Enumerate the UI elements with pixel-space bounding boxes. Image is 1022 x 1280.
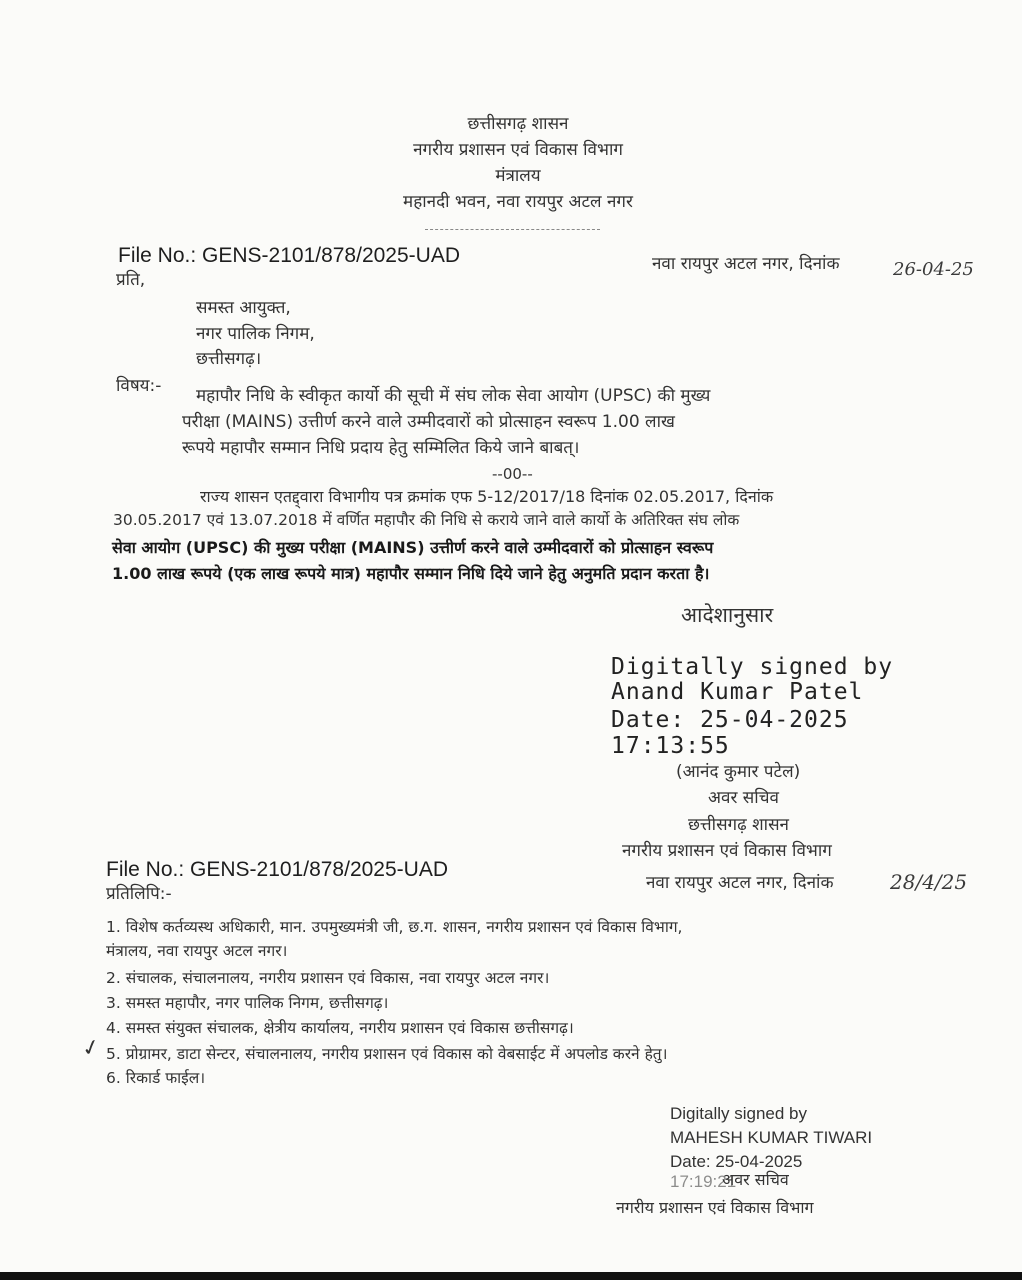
copy-item-1: 1. विशेष कर्तव्यस्थ अधिकारी, मान. उपमुख्यमंत्री जी, छ.ग. शासन, नगरीय प्रशासन एवं विकास विभाग, [106, 918, 683, 936]
signature-1-line-4: 17:13:55 [611, 733, 730, 759]
prati-label: प्रति, [116, 270, 146, 290]
signatory-2-department: नगरीय प्रशासन एवं विकास विभाग [616, 1198, 814, 1217]
place-date-1: नवा रायपुर अटल नगर, दिनांक [652, 254, 840, 274]
checkmark-icon: ✓ [79, 1034, 104, 1063]
header-ministry: मंत्रालय [495, 166, 541, 186]
signature-2-line-2: MAHESH KUMAR TIWARI [670, 1128, 873, 1147]
subject-line-3: रूपये महापौर सम्मान निधि प्रदाय हेतु सम्मिलित किये जाने बाबत्। [182, 438, 580, 458]
separator: --00-- [492, 465, 533, 483]
handwritten-date-1: 26-04-25 [893, 259, 974, 280]
file-number-1: File No.: GENS-2101/878/2025-UAD [118, 244, 460, 267]
signature-2-line-1: Digitally signed by [670, 1104, 808, 1123]
header-department: नगरीय प्रशासन एवं विकास विभाग [413, 140, 623, 160]
signature-2-line-4: 17:19:21 [670, 1172, 737, 1191]
file-number-2: File No.: GENS-2101/878/2025-UAD [106, 858, 448, 881]
recipient-line-3: छत्तीसगढ़। [196, 349, 262, 369]
copy-item-1-continued: मंत्रालय, नवा रायपुर अटल नगर। [106, 942, 288, 960]
place-date-2: नवा रायपुर अटल नगर, दिनांक [646, 873, 834, 893]
signatory-1-name: (आनंद कुमार पटेल) [676, 762, 801, 782]
signature-1-line-2: Anand Kumar Patel [611, 679, 864, 705]
signatory-1-designation: अवर सचिव [708, 788, 779, 808]
copy-item-4: 4. समस्त संयुक्त संचालक, क्षेत्रीय कार्यालय, नगरीय प्रशासन एवं विकास छत्तीसगढ़। [106, 1019, 574, 1037]
subject-label: विषय:- [116, 376, 162, 396]
handwritten-date-2: 28/4/25 [890, 870, 968, 894]
body-line-4: 1.00 लाख रूपये (एक लाख रूपये मात्र) महापौर सम्मान निधि दिये जाने हेतु अनुमति प्रदान करता है। [112, 564, 710, 583]
signature-2-line-3: Date: 25-04-2025 [670, 1152, 803, 1171]
body-line-3: सेवा आयोग (UPSC) की मुख्य परीक्षा (MAINS) उत्तीर्ण करने वाले उम्मीदवारों को प्रोत्साहन स्वरूप [112, 538, 714, 557]
header-government: छत्तीसगढ़ शासन [467, 114, 569, 134]
copy-item-6: 6. रिकार्ड फाईल। [106, 1069, 206, 1087]
signature-1-line-1: Digitally signed by [611, 654, 894, 680]
copy-item-5: 5. प्रोग्रामर, डाटा सेन्टर, संचालनालय, नगरीय प्रशासन एवं विकास को वेबसाईट में अपलोड करने हेतु। [106, 1045, 668, 1063]
signatory-1-government: छत्तीसगढ़ शासन [688, 815, 789, 835]
signatory-1-department: नगरीय प्रशासन एवं विकास विभाग [622, 841, 832, 861]
subject-line-2: परीक्षा (MAINS) उत्तीर्ण करने वाले उम्मीदवारों को प्रोत्साहन स्वरूप 1.00 लाख [182, 412, 675, 432]
header-address: महानदी भवन, नवा रायपुर अटल नगर [403, 192, 633, 212]
signatory-2-designation: अवर सचिव [722, 1170, 789, 1189]
recipient-line-2: नगर पालिक निगम, [196, 324, 315, 344]
body-line-1: राज्य शासन एतद्द्वारा विभागीय पत्र क्रमांक एफ 5-12/2017/18 दिनांक 02.05.2017, दिनांक [200, 487, 774, 506]
subject-line-1: महापौर निधि के स्वीकृत कार्यो की सूची में संघ लोक सेवा आयोग (UPSC) की मुख्य [196, 386, 711, 406]
signature-1-line-3: Date: 25-04-2025 [611, 707, 849, 733]
body-line-2: 30.05.2017 एवं 13.07.2018 में वर्णित महापौर की निधि से कराये जाने वाले कार्यो के अतिरिक्त संघ लोक [113, 511, 740, 529]
copy-item-3: 3. समस्त महापौर, नगर पालिक निगम, छत्तीसगढ़। [106, 994, 389, 1012]
copy-label: प्रतिलिपि:- [106, 884, 172, 904]
bottom-edge [0, 1272, 1022, 1280]
copy-item-2: 2. संचालक, संचालनालय, नगरीय प्रशासन एवं विकास, नवा रायपुर अटल नगर। [106, 969, 550, 987]
header-divider [425, 229, 600, 230]
recipient-line-1: समस्त आयुक्त, [196, 298, 291, 318]
order-text: आदेशानुसार [681, 603, 774, 627]
